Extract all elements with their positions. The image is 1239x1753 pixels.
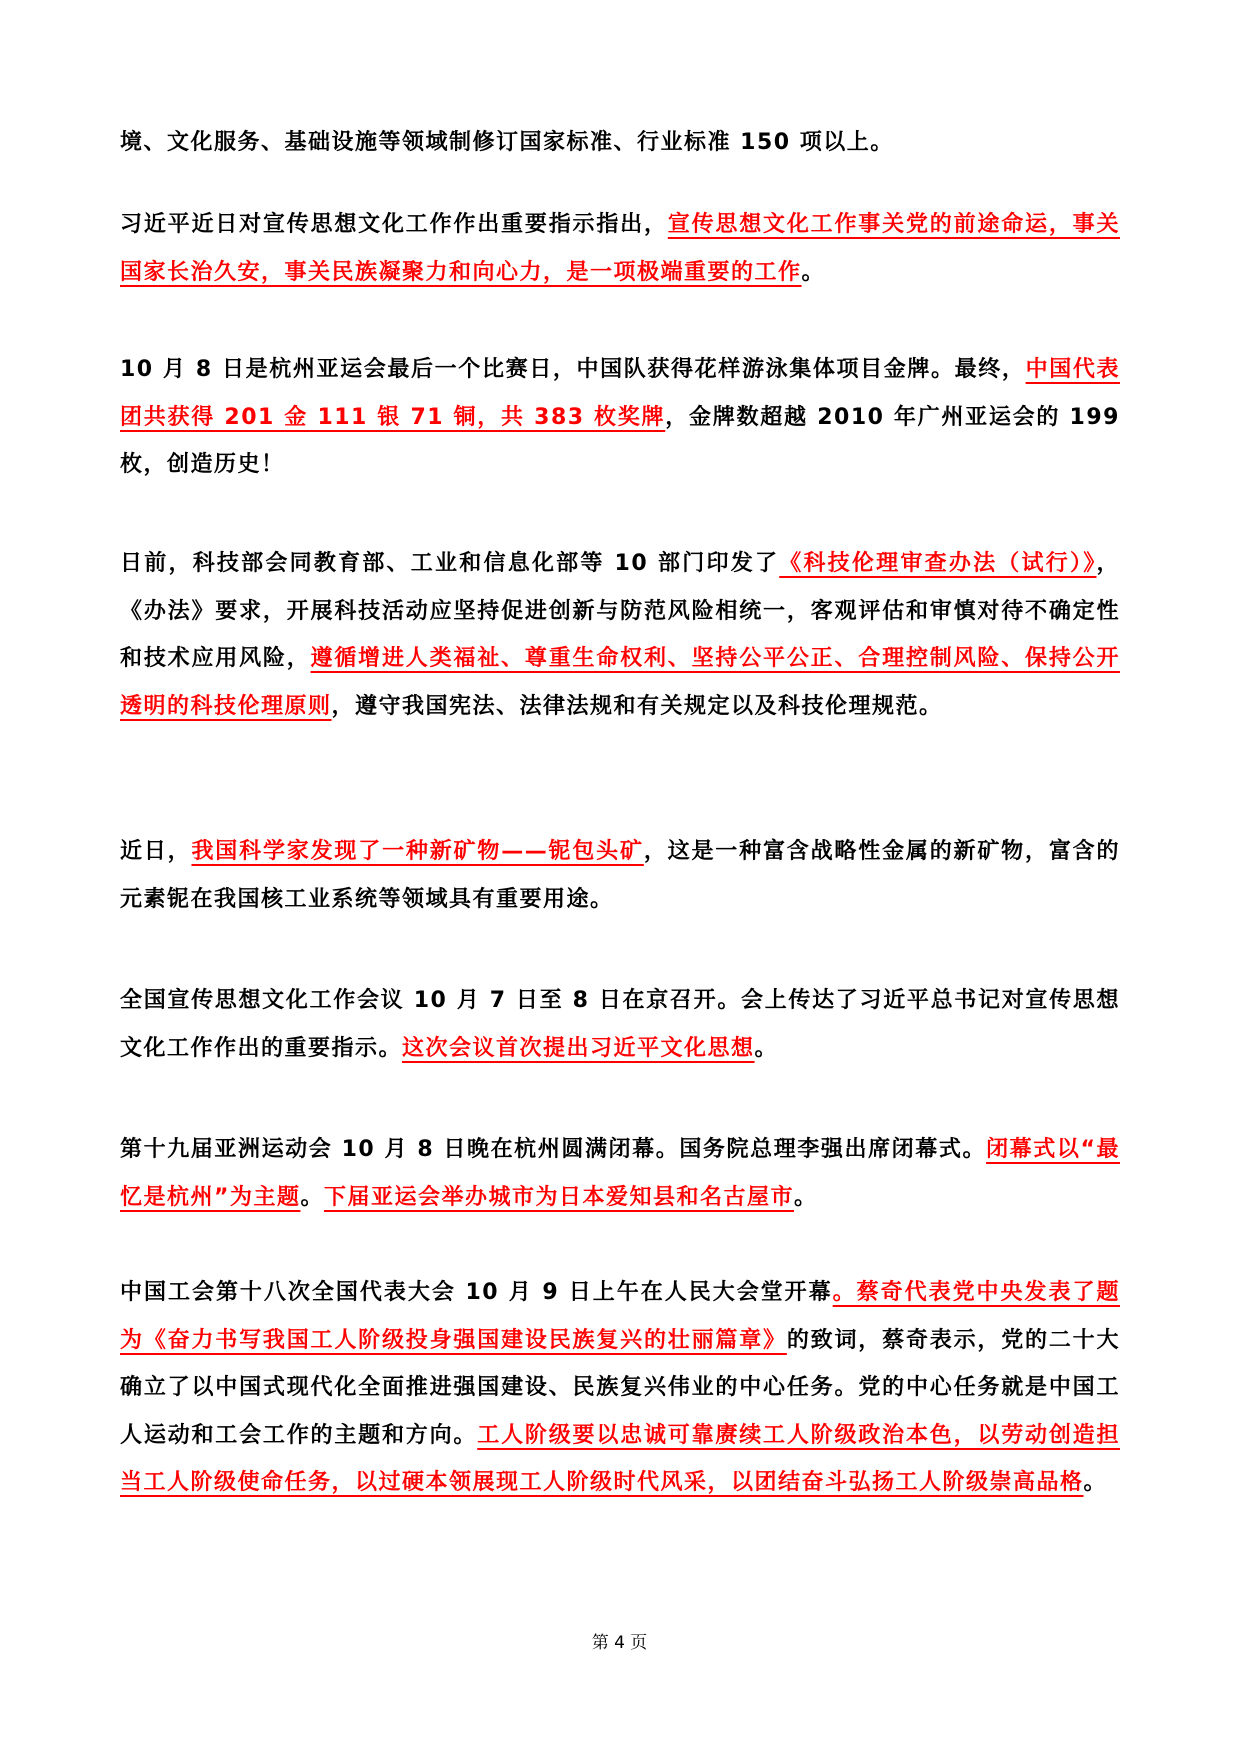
paragraph-tech-ethics (120, 540, 1120, 730)
highlighted-text: 闭幕式以“最忆是杭州”为主题 (120, 1137, 1120, 1210)
highlighted-text: 宣传思想文化工作事关党的前途命运，事关国家长治久安，事关民族凝聚力和向心力，是一项极端重要的工作 (120, 212, 1120, 285)
highlighted-text: 下届亚运会举办城市为日本爱知县和名古屋市 (323, 1184, 794, 1210)
highlighted-text: 《科技伦理审查办法（试行）》 (779, 551, 1097, 576)
text-segment: 境、文化服务、基础设施等领域制修订国家标准、行业标准 150 项以上。 (120, 130, 894, 155)
text-segment: ，《办法》要求，开展科技活动应坚持促进创新与防范风险相统一，客观评估和审慎对待不确定性和技术应用风险， (120, 551, 1120, 672)
highlighted-text: 中国代表团共获得 201 金 111 银 71 铜，共 383 枚奖牌 (120, 357, 1120, 430)
text-segment: 近日， (120, 839, 192, 864)
text-segment: 中国工会第十八次全国代表大会 10 月 9 日上午在人民大会堂开幕 (120, 1280, 833, 1305)
paragraph-asian-games-closing (120, 1126, 1120, 1221)
page-number: 第 4 页 (591, 1633, 648, 1653)
paragraph-propaganda-instruction (120, 201, 1120, 296)
highlighted-text: 。蔡奇代表党中央发表了题为《奋力书写我国工人阶级投身强国建设民族复兴的壮丽篇章》 (120, 1280, 1120, 1353)
text-segment: 。 (1083, 1470, 1108, 1496)
text-segment: 的致词，蔡奇表示，党的二十大确立了以中国式现代化全面推进强国建设、民族复兴伟业的中心任务。党的中心任务就是中国工人运动和工会工作的主题和方向。 (120, 1327, 1120, 1448)
text-segment: 习近平近日对宣传思想文化工作作出重要指示指出， (120, 212, 668, 237)
paragraph-asian-games-medals (120, 346, 1120, 489)
highlighted-text: 我国科学家发现了一种新矿物——铌包头矿 (191, 839, 644, 864)
text-segment: 第十九届亚洲运动会 10 月 8 日晚在杭州圆满闭幕。国务院总理李强出席闭幕式。 (120, 1137, 987, 1162)
paragraph-new-mineral (120, 828, 1120, 923)
paragraph-standards (120, 119, 1120, 167)
highlighted-text: 工人阶级要以忠诚可靠赓续工人阶级政治本色，以劳动创造担当工人阶级使命任务，以过硬本领展现工人阶级时代风采，以团结奋斗弘扬工人阶级崇高品格 (120, 1422, 1120, 1496)
paragraph-culture-conference (120, 977, 1120, 1072)
text-segment: 。 (754, 1035, 779, 1061)
paragraph-trade-union-congress (120, 1269, 1120, 1507)
highlighted-text: 遵循增进人类福祉、尊重生命权利、坚持公平公正、合理控制风险、保持公开透明的科技伦理原则 (120, 646, 1120, 719)
text-segment: 10 月 8 日是杭州亚运会最后一个比赛日，中国队获得花样游泳集体项目金牌。最终， (120, 357, 1026, 382)
text-segment: 。 (801, 259, 826, 285)
text-segment: 。 (300, 1184, 324, 1210)
text-segment: 日前，科技部会同教育部、工业和信息化部等 10 部门印发了 (120, 551, 780, 576)
text-segment: ，金牌数超越 2010 年广州亚运会的 199 枚，创造历史！ (120, 404, 1120, 478)
text-segment: 全国宣传思想文化工作会议 10 月 7 日至 8 日在京召开。会上传达了习近平总书记对宣传思想文化工作作出的重要指示。 (120, 988, 1120, 1061)
text-segment: ，这是一种富含战略性金属的新矿物，富含的元素铌在我国核工业系统等领域具有重要用途。 (120, 839, 1120, 912)
text-segment: 。 (794, 1184, 818, 1210)
highlighted-text: 这次会议首次提出习近平文化思想 (402, 1035, 755, 1061)
text-segment: ，遵守我国宪法、法律法规和有关规定以及科技伦理规范。 (331, 693, 943, 719)
